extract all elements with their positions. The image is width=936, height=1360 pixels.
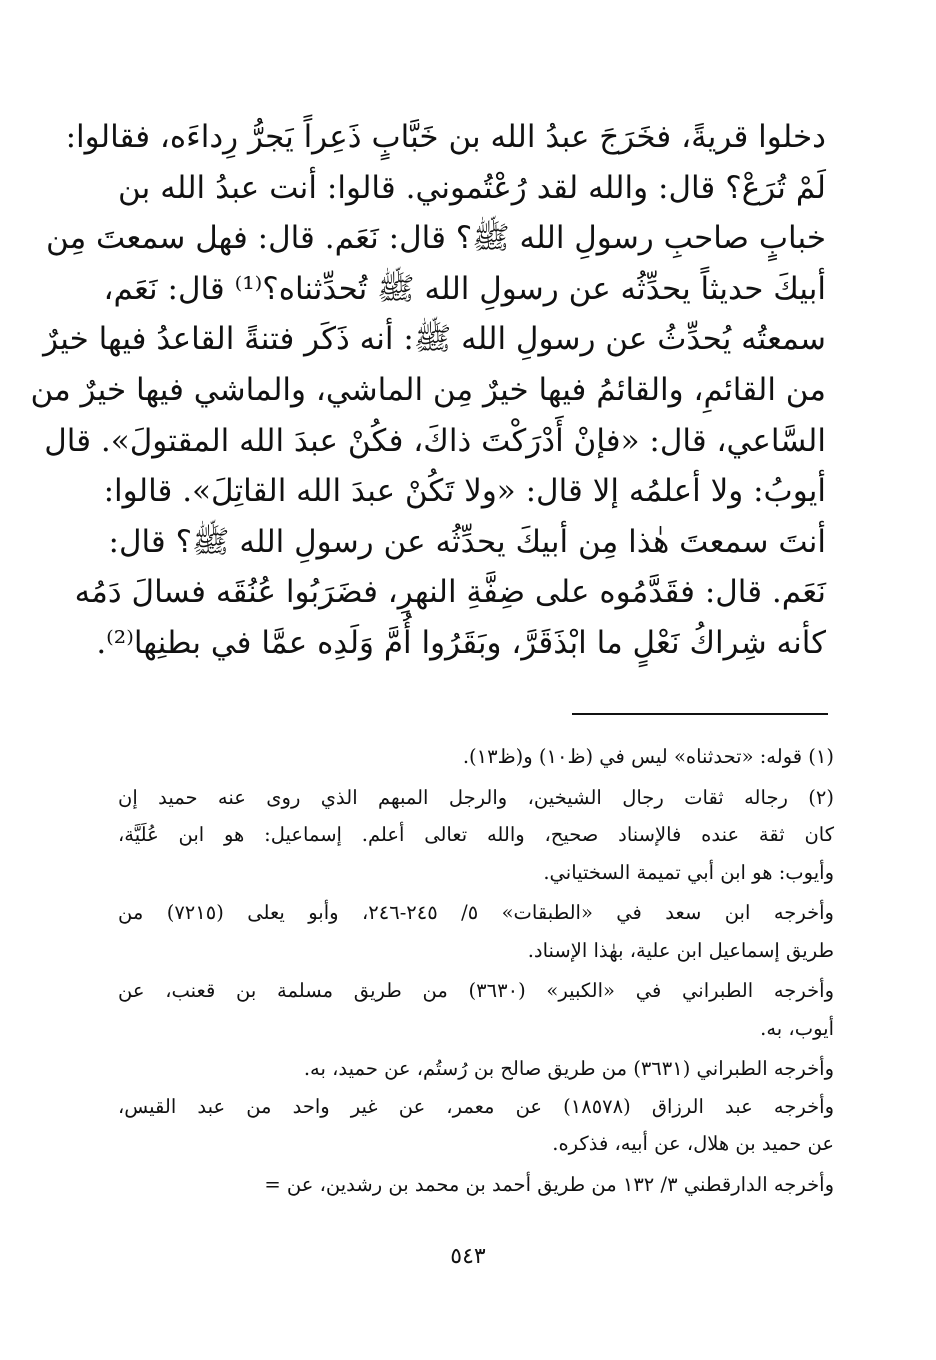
footnote-line: أيوب، به. — [760, 1016, 834, 1040]
footnote-line: وأيوب: هو ابن أبي تميمة السختياني. — [543, 860, 834, 884]
main-text-line: دخلوا قريةً، فخَرَجَ عبدُ الله بن خَبَّابٍ ذَعِراً يَجرُّ رِداءَه، فقالوا: — [65, 119, 826, 155]
main-text-line: نَعَم. قال: فقَدَّمُوه على ضِفَّةِ النهرِ، فضَرَبُوا عُنُقَه فسالَ دَمُه — [74, 574, 826, 611]
main-text-line: أبيكَ حديثاً يحدِّثُه عن رسولِ الله ﷺ تُحدِّثناه؟⁽¹⁾ قال: نَعَم، — [103, 270, 826, 307]
footnote-line: عن حميد بن هلال، عن أبيه، فذكره. — [552, 1132, 834, 1155]
footnote-separator — [572, 713, 828, 715]
footnote-line: وأخرجه الطبراني في «الكبير» (٣٦٣٠) من طريق مسلمة بن قعنب، عن — [118, 979, 835, 1002]
page-number: ٥٤٣ — [450, 1244, 486, 1269]
footnote-line: (١) قوله: «تحدثناه» ليس في (ظ١٠) و(ظ١٣). — [462, 745, 834, 768]
main-text-line: كأنه شِراكُ نَعْلٍ ما ابْذَقَرَّ، وبَقَرُوا أُمَّ وَلَدِه عمَّا في بطنِها⁽²⁾. — [96, 624, 826, 661]
footnote-line: (٢) رجاله ثقات رجال الشيخين، والرجل المبهم الذي روى عنه حميد إن — [118, 785, 834, 809]
footnote-line: وأخرجه الطبراني (٣٦٣١) من طريق صالح بن رُستُم، عن حميد، به. — [303, 1057, 834, 1080]
main-text-line: السَّاعي، قال: «فإنْ أَدْرَكْتَ ذاكَ، فكُنْ عبدَ الله المقتولَ». قال — [44, 422, 826, 459]
footnote-line: كان ثقة عنده فالإسناد صحيح، والله تعالى أعلم. إسماعيل: هو ابن عُلَيَّة، — [118, 823, 834, 846]
main-text-line: أيوبُ: ولا أعلمُه إلا قال: «ولا تَكُنْ عبدَ الله القاتِلَ». قالوا: — [103, 473, 826, 510]
main-text-line: سمعتُه يُحدِّثُ عن رسولِ الله ﷺ: أنه ذَكَر فتنةً القاعدُ فيها خيرٌ — [43, 321, 826, 358]
footnote-line: طريق إسماعيل ابن علية، بهٰذا الإسناد. — [527, 938, 834, 962]
footnotes-block — [118, 738, 834, 1203]
main-text-block — [30, 112, 826, 669]
main-text-line: من القائمِ، والقائمُ فيها خيرٌ مِن الماشي، والماشي فيها خيرٌ من — [30, 371, 826, 408]
main-text-line: أنتَ سمعتَ هٰذا مِن أبيكَ يحدِّثُه عن رسولِ الله ﷺ؟ قال: — [108, 523, 826, 560]
main-text-line: لَمْ تُرَعْ؟ قال: والله لقد رُعْتُموني. قالوا: أنت عبدُ الله بن — [118, 169, 826, 206]
footnote-line: وأخرجه عبد الرزاق (١٨٥٧٨) عن معمر، عن غير واحد من عبد القيس، — [118, 1094, 834, 1118]
footnote-line: وأخرجه الدارقطني ٣/ ١٣٢ من طريق أحمد بن محمد بن رشدين، عن = — [264, 1172, 834, 1196]
footnote-line: وأخرجه ابن سعد في «الطبقات» ٥/ ٢٤٥-٢٤٦، وأبو يعلى (٧٢١٥) من — [118, 901, 834, 924]
main-text-line: خبابٍ صاحبِ رسولِ الله ﷺ؟ قال: نَعَم. قال: فهل سمعتَ مِن — [46, 220, 826, 257]
